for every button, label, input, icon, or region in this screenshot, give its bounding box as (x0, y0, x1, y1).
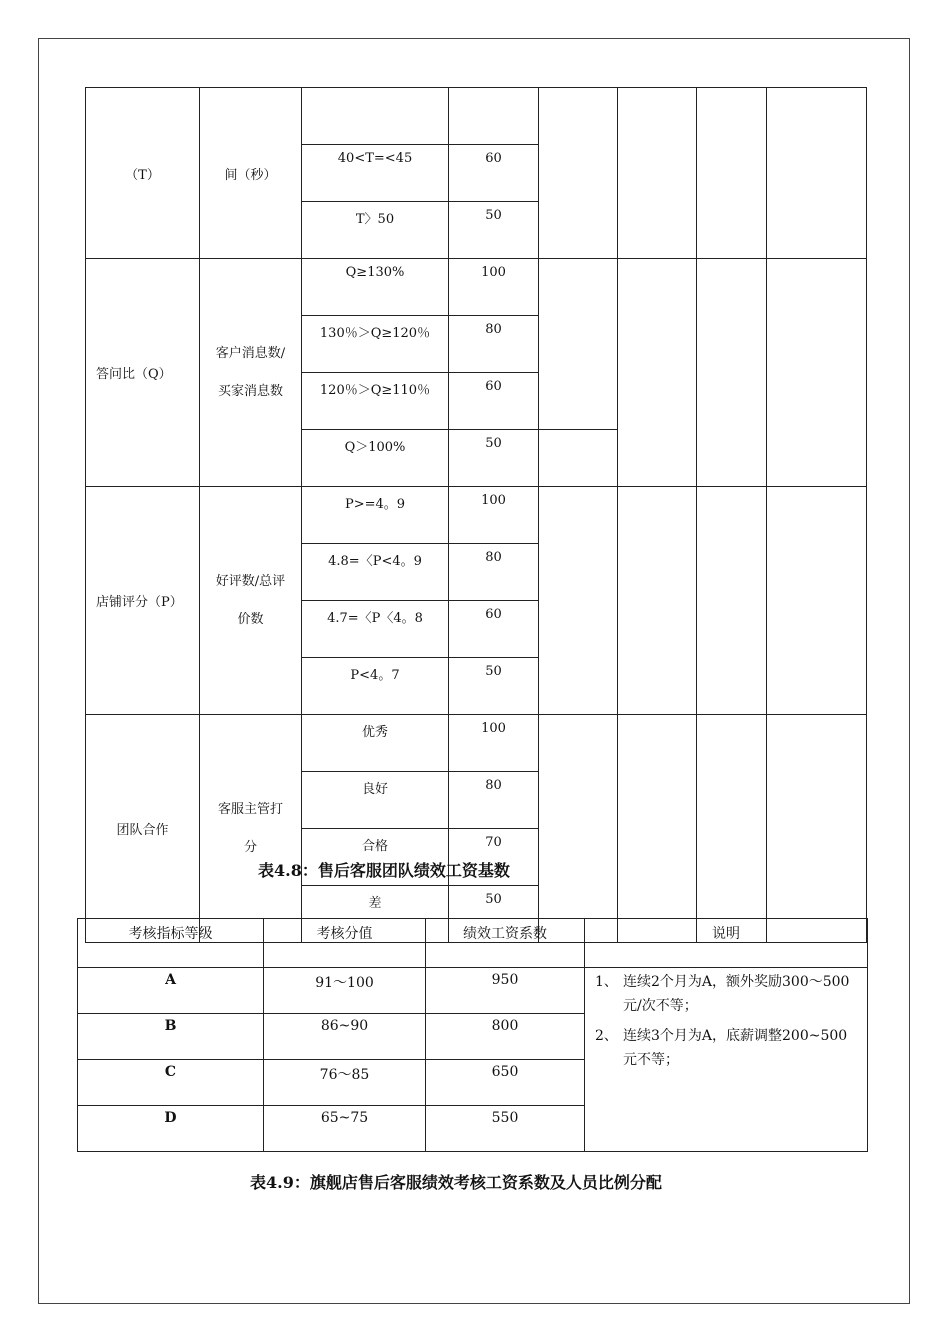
condition-cell: 130％＞Q≥120％ (302, 316, 449, 373)
empty-cell (539, 88, 618, 259)
score-range-cell: 76～85 (264, 1060, 426, 1106)
score-cell: 70 (449, 829, 539, 886)
note-number: 1、 (595, 974, 618, 990)
indicator-cell: 团队合作 (86, 715, 200, 943)
score-cell: 100 (449, 259, 539, 316)
column-header: 考核分值 (264, 919, 426, 968)
coefficient-cell: 950 (426, 968, 585, 1014)
empty-cell (539, 430, 618, 487)
coefficient-cell: 800 (426, 1014, 585, 1060)
score-cell: 60 (449, 601, 539, 658)
table-row (86, 715, 867, 772)
table-caption: 表4.9：旗舰店售后客服绩效考核工资系数及人员比例分配 (250, 1173, 662, 1192)
condition-cell: 40<T=<45 (302, 145, 449, 202)
empty-cell (767, 487, 867, 715)
score-cell: 80 (449, 316, 539, 373)
condition-cell: 4.8=〈P<4。9 (302, 544, 449, 601)
condition-cell: 120％＞Q≥110％ (302, 373, 449, 430)
condition-cell: T〉50 (302, 202, 449, 259)
condition-cell (302, 88, 449, 145)
coefficient-cell: 650 (426, 1060, 585, 1106)
empty-cell (697, 259, 767, 487)
note-text: 连续3个月为A，底薪调整200~500元不等； (623, 1028, 848, 1068)
indicator-cell: （T） (86, 88, 200, 259)
formula-cell (200, 715, 302, 943)
formula-cell (200, 487, 302, 715)
score-cell: 80 (449, 772, 539, 829)
empty-cell (618, 715, 697, 943)
table-row (78, 968, 868, 1014)
empty-cell (618, 88, 697, 259)
column-header: 考核指标等级 (78, 919, 264, 968)
condition-cell: P>=4。9 (302, 487, 449, 544)
condition-cell: 差 (302, 886, 449, 943)
empty-cell (697, 715, 767, 943)
coefficient-cell: 550 (426, 1106, 585, 1152)
column-header: 绩效工资系数 (426, 919, 585, 968)
indicator-cell: 店铺评分（P） (86, 487, 200, 715)
grade-table (77, 918, 868, 1152)
grade-cell: D (78, 1106, 264, 1152)
condition-cell: 4.7=〈P〈4。8 (302, 601, 449, 658)
column-header: 说明 (585, 919, 868, 968)
score-cell: 50 (449, 430, 539, 487)
indicator-cell: 答问比（Q） (86, 259, 200, 487)
formula-cell (200, 259, 302, 487)
score-cell: 50 (449, 658, 539, 715)
empty-cell (618, 259, 697, 487)
empty-cell (767, 259, 867, 487)
condition-cell: 优秀 (302, 715, 449, 772)
grade-cell: A (78, 968, 264, 1014)
score-cell (449, 88, 539, 145)
table-row (86, 259, 867, 316)
score-cell: 100 (449, 715, 539, 772)
empty-cell (767, 715, 867, 943)
condition-cell: 合格 (302, 829, 449, 886)
condition-cell: 良好 (302, 772, 449, 829)
formula-cell: 间（秒） (200, 88, 302, 259)
formula-line: 分 (243, 839, 257, 855)
empty-cell (697, 88, 767, 259)
formula-line: 好评数/总评 (215, 573, 286, 589)
score-cell: 80 (449, 544, 539, 601)
note-text: 连续2个月为A，额外奖励300～500元/次不等； (623, 974, 850, 1014)
score-range-cell: 86~90 (264, 1014, 426, 1060)
note-item (595, 1024, 861, 1072)
notes-cell (585, 968, 868, 1152)
table-header-row (78, 919, 868, 968)
table-row (86, 487, 867, 544)
grade-cell: C (78, 1060, 264, 1106)
formula-line: 价数 (237, 611, 264, 627)
score-cell: 100 (449, 487, 539, 544)
empty-cell (539, 715, 618, 943)
table-row (86, 88, 867, 145)
note-number: 2、 (595, 1028, 618, 1044)
score-range-cell: 65~75 (264, 1106, 426, 1152)
formula-line: 客服主管打 (217, 801, 283, 817)
formula-line: 客户消息数/ (215, 345, 286, 361)
formula-line: 买家消息数 (217, 383, 283, 399)
note-item (595, 970, 861, 1018)
empty-cell (697, 487, 767, 715)
empty-cell (539, 487, 618, 715)
score-cell: 50 (449, 886, 539, 943)
score-cell: 60 (449, 373, 539, 430)
table-caption: 表4.8：售后客服团队绩效工资基数 (258, 861, 510, 880)
grade-cell: B (78, 1014, 264, 1060)
empty-cell (767, 88, 867, 259)
score-range-cell: 91～100 (264, 968, 426, 1014)
condition-cell: P<4。7 (302, 658, 449, 715)
empty-cell (618, 487, 697, 715)
score-cell: 60 (449, 145, 539, 202)
condition-cell: Q＞100% (302, 430, 449, 487)
condition-cell: Q≥130% (302, 259, 449, 316)
kpi-table (85, 87, 867, 943)
empty-cell (539, 259, 618, 430)
score-cell: 50 (449, 202, 539, 259)
